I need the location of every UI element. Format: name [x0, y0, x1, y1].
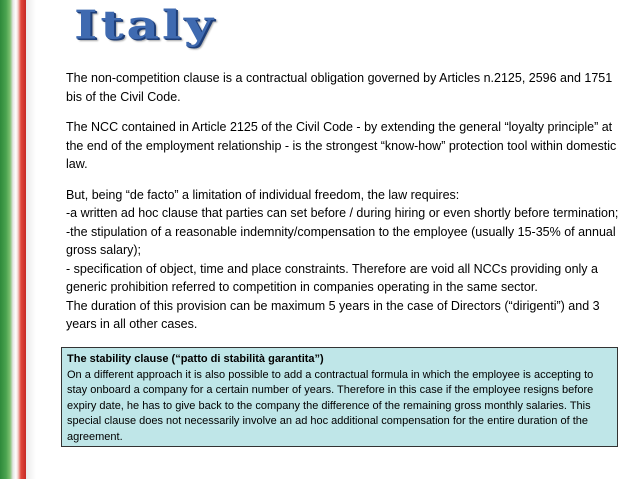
slide-body [66, 69, 626, 334]
requirement-written-clause: -a written ad hoc clause that parties can set before / during hiring or even shortly before termination; [66, 206, 619, 220]
paragraph-ncc-article-2125: The NCC contained in Article 2125 of the Civil Code - by extending the general “loyalty principle” at the end of the employment relationship - is the strongest “know-how” protection tool within domestic law. [66, 120, 617, 171]
paragraph-law-requirements-intro: But, being “de facto” a limitation of individual freedom, the law requires: [66, 187, 460, 202]
paragraph-ncc-definition: The non-competition clause is a contractual obligation governed by Articles n.2125, 2596 and 1751 bis of the Civil Code. [66, 71, 613, 104]
requirement-constraints: - specification of object, time and place constraints. Therefore are void all NCCs providing only a generic prohibition referred to competition in companies operating in the same sector. [66, 261, 598, 294]
requirement-compensation: -the stipulation of a reasonable indemnity/compensation to the employee (usually 15-35% of annual gross salary); [66, 224, 616, 257]
stability-clause-heading: The stability clause (“patto di stabilità garantita”) [67, 353, 324, 365]
italian-flag-stripe [0, 0, 26, 479]
paragraph-duration: The duration of this provision can be maximum 5 years in the case of Directors (“dirigenti”) and 3 years in all other cases. [66, 298, 600, 331]
stability-clause-box [61, 347, 618, 447]
slide-title: Italy [74, 2, 216, 49]
stability-clause-body: On a different approach it is also possible to add a contractual formula in which the employee is accepting to stay onboard a company for a certain number of years. Therefore in this case if the employee resigns before expiry date, he has to give back to the company the difference of the remaining gross monthly salaries. This special clause does not necessarily involve an ad hoc additional compensation for the entire duration of the agreement. [67, 368, 594, 443]
